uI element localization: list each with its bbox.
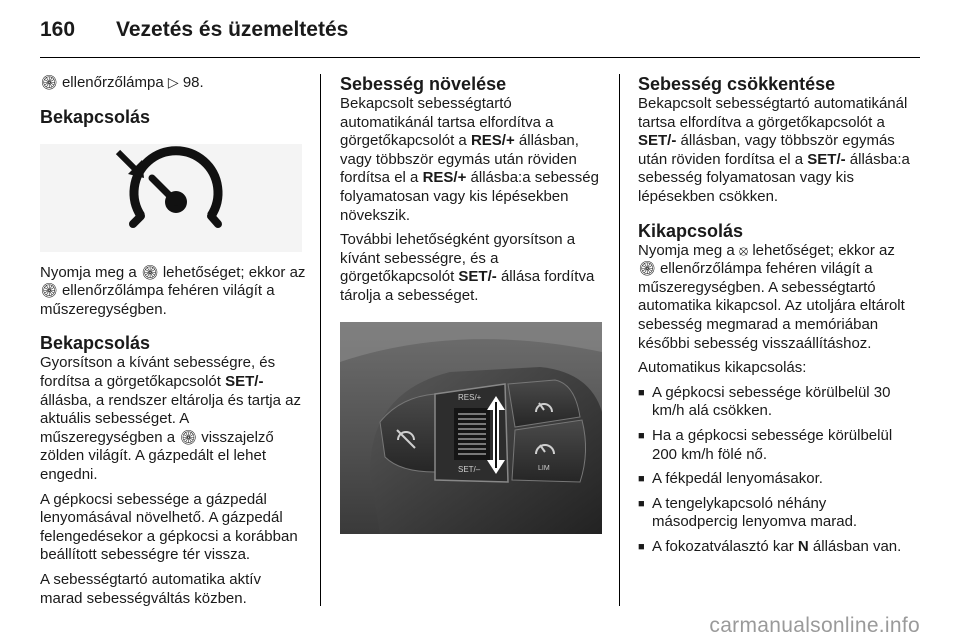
reference-arrow-icon: ▷ — [167, 75, 179, 91]
page-reference[interactable]: 98. — [182, 74, 204, 91]
list-item: ■ A fokozatválasztó kar N állásban van. — [638, 538, 914, 557]
list-item: ■ Ha a gépkocsi sebessége körülbelül 200 km/h fölé nő. — [638, 427, 914, 464]
lim-label: LIM — [538, 464, 550, 472]
paragraph: További lehetőségként gyorsítson a kívánt sebességre, és a görgetőkapcsolót SET/- állása fordítva tárolja a sebességet. — [340, 231, 595, 304]
paragraph: Nyomja meg a ⦻ lehetőséget; ekkor az 🛞︎ ellenőrzőlámpa fehéren világít a műszeregységben. A sebességtartó automatika kikapcsol. Az utoljára eltárolt sebesség megmarad a memóriában későbbi sebesség visszaállításhoz. — [638, 241, 905, 352]
column-divider — [619, 74, 620, 606]
intro-paragraph: 🛞︎ ellenőrzőlámpa ▷ 98. — [40, 74, 204, 91]
bullet-list — [638, 384, 914, 557]
set-label: SET/– — [458, 464, 481, 474]
cruise-control-icon: 🛞︎ — [140, 264, 159, 281]
cruise-off-icon: ⦻ — [738, 242, 749, 259]
page-number: 160 — [40, 18, 76, 41]
steering-wheel-controls-photo — [340, 322, 602, 534]
paragraph: Bekapcsolt sebességtartó automatikánál tartsa elfordítva a görgetőkapcsolót a SET/- állásban, vagy többször egymás után röviden fordítsa el a SET/- állásba:a sebesség folyamatosan vagy kis lépésekben csökken. — [638, 95, 910, 205]
header-rule — [40, 57, 920, 58]
column-2 — [340, 74, 606, 534]
speedometer-icon — [133, 150, 218, 223]
speedometer-illustration — [40, 144, 302, 252]
section-heading: Bekapcsolás — [40, 333, 151, 354]
limiter-button — [512, 420, 586, 482]
section-heading: Kikapcsolás — [638, 220, 744, 241]
section-heading: Sebesség csökkentése — [638, 74, 836, 94]
list-item: ■ A fékpedál lenyomásakor. — [638, 470, 914, 489]
paragraph: Nyomja meg a 🛞︎ lehetőséget; ekkor az 🛞︎ ellenőrzőlámpa fehéren világít a műszeregységben. — [40, 263, 306, 318]
cruise-control-icon: 🛞︎ — [40, 75, 58, 91]
section-heading: Sebesség növelése — [340, 74, 507, 94]
res-label: RES/+ — [458, 392, 482, 402]
paragraph: A sebességtartó automatika aktív marad sebességváltás közben. — [40, 570, 261, 607]
column-divider — [320, 74, 321, 606]
paragraph: A gépkocsi sebessége a gázpedál lenyomásával növelhető. A gázpedál felengedésekor a gépkocsi a korábban beállított sebességre tér vissza. — [40, 490, 298, 564]
paragraph: Gyorsítson a kívánt sebességre, és fordítsa a görgetőkapcsolót SET/- állásba, a rendszer eltárolja és tartja az aktuális sebességet. A műszeregységben a 🛞︎ visszajelző zölden világít. A gázpedált el lehet engedni. — [40, 354, 301, 483]
cruise-control-icon: 🛞︎ — [179, 429, 198, 446]
pointer-arrow-icon — [118, 152, 144, 178]
page-header — [40, 18, 348, 48]
column-3 — [638, 74, 914, 562]
column-1 — [40, 74, 306, 614]
paragraph: Bekapcsolt sebességtartó automatikánál tartsa elfordítva a görgetőkapcsolót a RES/+ állásban, vagy többször egymás után röviden fordítsa el a RES/+ állásba:a sebesség folyamatosan vagy kis lépésekben növekszik. — [340, 95, 599, 224]
watermark: carmanualsonline.info — [709, 614, 920, 637]
cruise-control-icon: 🛞︎ — [638, 261, 656, 278]
page-title: Vezetés és üzemeltetés — [116, 18, 349, 41]
cruise-control-icon: 🛞︎ — [40, 283, 58, 300]
list-item: ■ A gépkocsi sebessége körülbelül 30 km/h alá csökken. — [638, 384, 914, 421]
list-item: ■ A tengelykapcsoló néhány másodpercig lenyomva marad. — [638, 495, 914, 532]
section-heading: Bekapcsolás — [40, 106, 151, 127]
paragraph: Automatikus kikapcsolás: — [638, 359, 807, 377]
